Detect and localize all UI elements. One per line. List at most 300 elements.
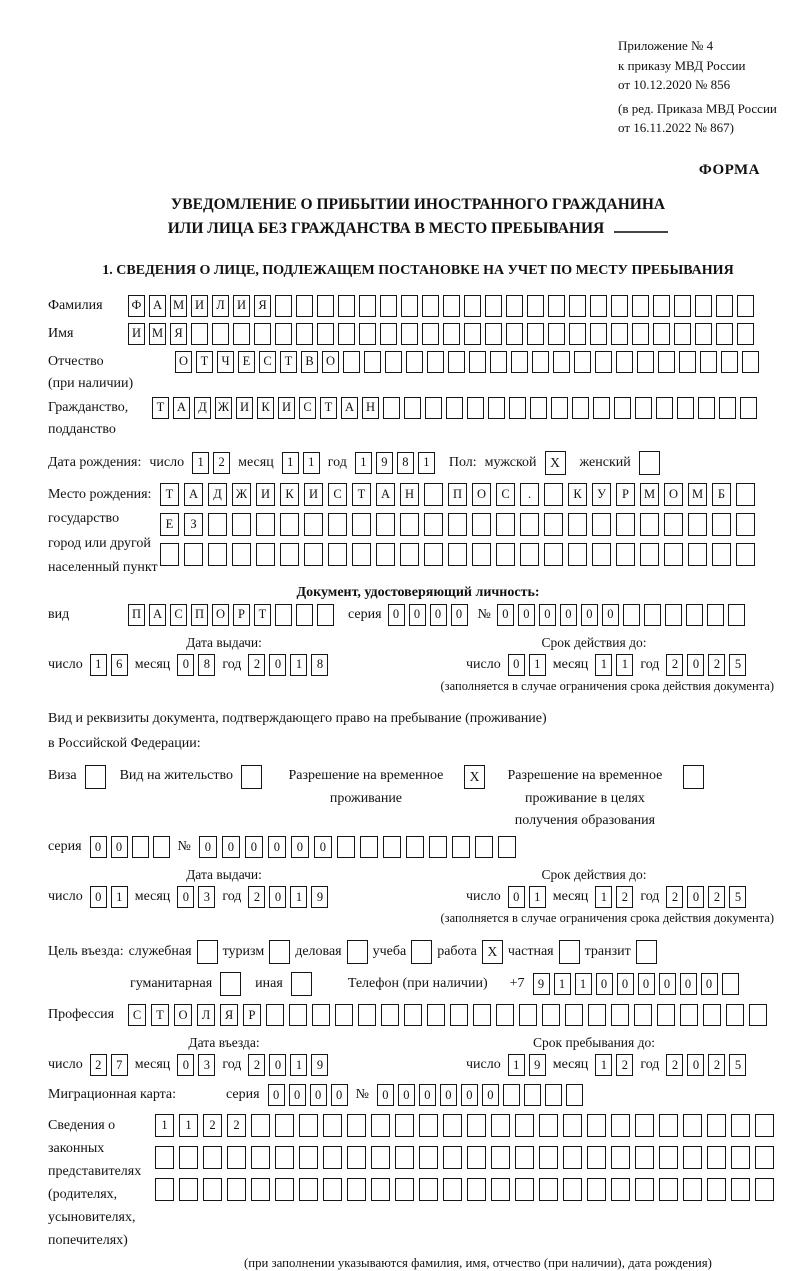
representatives-row2-cell[interactable]: [299, 1146, 318, 1169]
profession-cell[interactable]: [657, 1004, 675, 1026]
purpose-transit-checkbox[interactable]: [636, 940, 657, 964]
representatives-row2-cell[interactable]: [539, 1146, 558, 1169]
representatives-row1-cell[interactable]: [683, 1114, 702, 1137]
birth-place-row1-cell[interactable]: И: [304, 483, 323, 506]
birth-place-row2-cell[interactable]: [400, 513, 419, 536]
surname-cell[interactable]: Л: [212, 295, 229, 317]
surname-cell[interactable]: [338, 295, 355, 317]
surname-cell[interactable]: [695, 295, 712, 317]
profession-cell[interactable]: Я: [220, 1004, 238, 1026]
residence-expiry-year-cell[interactable]: 0: [687, 886, 704, 908]
residence-series-cell[interactable]: 0: [111, 836, 128, 858]
surname-cell[interactable]: [275, 295, 292, 317]
citizenship-cell[interactable]: [467, 397, 484, 419]
representatives-row3-cell[interactable]: [371, 1178, 390, 1201]
profession-cell[interactable]: С: [128, 1004, 146, 1026]
birth-place-row1-cell[interactable]: О: [664, 483, 683, 506]
birth-place-row2-cell[interactable]: [424, 513, 443, 536]
profession-cell[interactable]: [749, 1004, 767, 1026]
profession-cell[interactable]: [611, 1004, 629, 1026]
representatives-row1-cell[interactable]: [491, 1114, 510, 1137]
representatives-row3-cell[interactable]: [419, 1178, 438, 1201]
representatives-row1-cell[interactable]: [587, 1114, 606, 1137]
representatives-row2-cell[interactable]: [755, 1146, 774, 1169]
first-name-cell[interactable]: [611, 323, 628, 345]
profession-cell[interactable]: Р: [243, 1004, 261, 1026]
migration-number-cell[interactable]: [524, 1084, 541, 1106]
birth-place-row2-cell[interactable]: [712, 513, 731, 536]
representatives-row3-cell[interactable]: [443, 1178, 462, 1201]
first-name-cell[interactable]: [632, 323, 649, 345]
patronymic-cell[interactable]: [553, 351, 570, 373]
phone-cell[interactable]: [722, 973, 739, 995]
profession-cell[interactable]: [496, 1004, 514, 1026]
representatives-row2-cell[interactable]: [179, 1146, 198, 1169]
profession-cell[interactable]: [427, 1004, 445, 1026]
migration-number-cell[interactable]: 0: [461, 1084, 478, 1106]
migration-number-cell[interactable]: 0: [398, 1084, 415, 1106]
identity-issue-year-cell[interactable]: 2: [248, 654, 265, 676]
representatives-row2-cell[interactable]: [683, 1146, 702, 1169]
first-name-cell[interactable]: [338, 323, 355, 345]
birth-place-row2-cell[interactable]: [640, 513, 659, 536]
surname-cell[interactable]: [401, 295, 418, 317]
representatives-row3-cell[interactable]: [611, 1178, 630, 1201]
representatives-row2-cell[interactable]: [443, 1146, 462, 1169]
first-name-cell[interactable]: [485, 323, 502, 345]
surname-cell[interactable]: [632, 295, 649, 317]
representatives-row2-cell[interactable]: [347, 1146, 366, 1169]
representatives-row1-cell[interactable]: 2: [227, 1114, 246, 1137]
surname-cell[interactable]: [527, 295, 544, 317]
birth-place-row2-cell[interactable]: [616, 513, 635, 536]
representatives-row3-cell[interactable]: [323, 1178, 342, 1201]
residence-number-cell[interactable]: [429, 836, 447, 858]
birth-place-row2-cell[interactable]: [736, 513, 755, 536]
first-name-cell[interactable]: [737, 323, 754, 345]
purpose-tourism-checkbox[interactable]: [269, 940, 290, 964]
citizenship-cell[interactable]: [383, 397, 400, 419]
citizenship-cell[interactable]: И: [236, 397, 253, 419]
surname-cell[interactable]: [674, 295, 691, 317]
first-name-cell[interactable]: [569, 323, 586, 345]
first-name-cell[interactable]: [401, 323, 418, 345]
representatives-row3-cell[interactable]: [515, 1178, 534, 1201]
surname-cell[interactable]: [464, 295, 481, 317]
residence-issue-year-cell[interactable]: 2: [248, 886, 265, 908]
birth-place-row2-cell[interactable]: [328, 513, 347, 536]
first-name-cell[interactable]: [317, 323, 334, 345]
patronymic-cell[interactable]: [448, 351, 465, 373]
patronymic-cell[interactable]: [700, 351, 717, 373]
identity-type-cell[interactable]: П: [128, 604, 145, 626]
birth-place-row3-cell[interactable]: [424, 543, 443, 566]
first-name-cell[interactable]: М: [149, 323, 166, 345]
identity-number-cell[interactable]: 0: [518, 604, 535, 626]
identity-type-cell[interactable]: [296, 604, 313, 626]
birth-place-row2-cell[interactable]: [592, 513, 611, 536]
surname-cell[interactable]: [317, 295, 334, 317]
birth-place-row3-cell[interactable]: [568, 543, 587, 566]
first-name-cell[interactable]: [590, 323, 607, 345]
residence-issue-month-cell[interactable]: 0: [177, 886, 194, 908]
surname-cell[interactable]: А: [149, 295, 166, 317]
surname-cell[interactable]: [443, 295, 460, 317]
birth-place-row3-cell[interactable]: [472, 543, 491, 566]
birth-place-row3-cell[interactable]: [280, 543, 299, 566]
patronymic-cell[interactable]: Е: [238, 351, 255, 373]
representatives-row3-cell[interactable]: [395, 1178, 414, 1201]
first-name-cell[interactable]: [716, 323, 733, 345]
representatives-row1-cell[interactable]: [347, 1114, 366, 1137]
citizenship-cell[interactable]: [509, 397, 526, 419]
citizenship-cell[interactable]: [530, 397, 547, 419]
representatives-row2-cell[interactable]: [635, 1146, 654, 1169]
representatives-row3-cell[interactable]: [683, 1178, 702, 1201]
visa-checkbox[interactable]: [85, 765, 106, 789]
male-checkbox[interactable]: X: [545, 451, 566, 475]
surname-cell[interactable]: Я: [254, 295, 271, 317]
representatives-row1-cell[interactable]: [563, 1114, 582, 1137]
profession-cell[interactable]: [726, 1004, 744, 1026]
residence-issue-day-cell[interactable]: 1: [111, 886, 128, 908]
citizenship-cell[interactable]: К: [257, 397, 274, 419]
citizenship-cell[interactable]: [446, 397, 463, 419]
birth-place-row3-cell[interactable]: [376, 543, 395, 566]
first-name-cell[interactable]: [275, 323, 292, 345]
identity-type-cell[interactable]: А: [149, 604, 166, 626]
identity-number-cell[interactable]: [728, 604, 745, 626]
birth-month-cell[interactable]: 1: [282, 452, 299, 474]
first-name-cell[interactable]: [527, 323, 544, 345]
representatives-row1-cell[interactable]: [275, 1114, 294, 1137]
citizenship-cell[interactable]: Т: [152, 397, 169, 419]
representatives-row2-cell[interactable]: [203, 1146, 222, 1169]
purpose-study-checkbox[interactable]: [411, 940, 432, 964]
birth-place-row1-cell[interactable]: Д: [208, 483, 227, 506]
first-name-cell[interactable]: [464, 323, 481, 345]
migration-series-cell[interactable]: 0: [289, 1084, 306, 1106]
representatives-row2-cell[interactable]: [491, 1146, 510, 1169]
representatives-row3-cell[interactable]: [467, 1178, 486, 1201]
purpose-business-checkbox[interactable]: [347, 940, 368, 964]
patronymic-cell[interactable]: [364, 351, 381, 373]
surname-cell[interactable]: [380, 295, 397, 317]
birth-place-row2-cell[interactable]: [544, 513, 563, 536]
representatives-row1-cell[interactable]: 1: [155, 1114, 174, 1137]
representatives-row1-cell[interactable]: [731, 1114, 750, 1137]
residence-number-cell[interactable]: 0: [291, 836, 309, 858]
citizenship-cell[interactable]: [404, 397, 421, 419]
entry-day-cell[interactable]: 2: [90, 1054, 107, 1076]
residence-permit-checkbox[interactable]: [241, 765, 262, 789]
birth-place-row1-cell[interactable]: Р: [616, 483, 635, 506]
representatives-row2-cell[interactable]: [659, 1146, 678, 1169]
profession-cell[interactable]: О: [174, 1004, 192, 1026]
identity-number-cell[interactable]: [665, 604, 682, 626]
temp-residence-checkbox[interactable]: X: [464, 765, 485, 789]
first-name-cell[interactable]: Я: [170, 323, 187, 345]
representatives-row1-cell[interactable]: [635, 1114, 654, 1137]
birth-place-row3-cell[interactable]: [544, 543, 563, 566]
first-name-cell[interactable]: [212, 323, 229, 345]
phone-cell[interactable]: 1: [575, 973, 592, 995]
birth-day-cell[interactable]: 1: [192, 452, 209, 474]
citizenship-cell[interactable]: [656, 397, 673, 419]
stay-month-cell[interactable]: 2: [616, 1054, 633, 1076]
patronymic-cell[interactable]: О: [322, 351, 339, 373]
purpose-other-checkbox[interactable]: [291, 972, 312, 996]
identity-issue-day-cell[interactable]: 6: [111, 654, 128, 676]
representatives-row1-cell[interactable]: 1: [179, 1114, 198, 1137]
birth-place-row2-cell[interactable]: [520, 513, 539, 536]
stay-year-cell[interactable]: 5: [729, 1054, 746, 1076]
profession-cell[interactable]: [381, 1004, 399, 1026]
patronymic-cell[interactable]: С: [259, 351, 276, 373]
phone-cell[interactable]: 0: [701, 973, 718, 995]
citizenship-cell[interactable]: И: [278, 397, 295, 419]
birth-place-row1-cell[interactable]: Т: [352, 483, 371, 506]
birth-place-row3-cell[interactable]: [520, 543, 539, 566]
identity-expiry-day-cell[interactable]: 0: [508, 654, 525, 676]
patronymic-cell[interactable]: [721, 351, 738, 373]
representatives-row3-cell[interactable]: [755, 1178, 774, 1201]
representatives-row1-cell[interactable]: [419, 1114, 438, 1137]
identity-expiry-year-cell[interactable]: 0: [687, 654, 704, 676]
phone-cell[interactable]: 0: [596, 973, 613, 995]
first-name-cell[interactable]: [695, 323, 712, 345]
first-name-cell[interactable]: [380, 323, 397, 345]
patronymic-cell[interactable]: [406, 351, 423, 373]
surname-cell[interactable]: [422, 295, 439, 317]
identity-issue-year-cell[interactable]: 1: [290, 654, 307, 676]
identity-issue-year-cell[interactable]: 0: [269, 654, 286, 676]
patronymic-cell[interactable]: [574, 351, 591, 373]
birth-place-row1-cell[interactable]: А: [376, 483, 395, 506]
birth-place-row3-cell[interactable]: [712, 543, 731, 566]
identity-number-cell[interactable]: [644, 604, 661, 626]
birth-place-row3-cell[interactable]: [496, 543, 515, 566]
surname-cell[interactable]: [716, 295, 733, 317]
residence-issue-year-cell[interactable]: 9: [311, 886, 328, 908]
surname-cell[interactable]: [611, 295, 628, 317]
representatives-row3-cell[interactable]: [635, 1178, 654, 1201]
birth-year-cell[interactable]: 1: [418, 452, 435, 474]
identity-series-cell[interactable]: 0: [451, 604, 468, 626]
birth-place-row3-cell[interactable]: [616, 543, 635, 566]
patronymic-cell[interactable]: [658, 351, 675, 373]
patronymic-cell[interactable]: [679, 351, 696, 373]
patronymic-cell[interactable]: Т: [280, 351, 297, 373]
representatives-row1-cell[interactable]: [539, 1114, 558, 1137]
birth-place-row1-cell[interactable]: [544, 483, 563, 506]
birth-place-row1-cell[interactable]: [424, 483, 443, 506]
identity-type-cell[interactable]: [317, 604, 334, 626]
profession-cell[interactable]: Л: [197, 1004, 215, 1026]
representatives-row1-cell[interactable]: [371, 1114, 390, 1137]
stay-day-cell[interactable]: 1: [508, 1054, 525, 1076]
identity-type-cell[interactable]: Т: [254, 604, 271, 626]
birth-place-row3-cell[interactable]: [208, 543, 227, 566]
birth-place-row2-cell[interactable]: [664, 513, 683, 536]
residence-number-cell[interactable]: [475, 836, 493, 858]
representatives-row1-cell[interactable]: [467, 1114, 486, 1137]
birth-place-row1-cell[interactable]: П: [448, 483, 467, 506]
residence-series-cell[interactable]: [132, 836, 149, 858]
first-name-cell[interactable]: [506, 323, 523, 345]
representatives-row3-cell[interactable]: [299, 1178, 318, 1201]
citizenship-cell[interactable]: [551, 397, 568, 419]
birth-place-row1-cell[interactable]: К: [568, 483, 587, 506]
first-name-cell[interactable]: [191, 323, 208, 345]
residence-number-cell[interactable]: 0: [268, 836, 286, 858]
identity-issue-day-cell[interactable]: 1: [90, 654, 107, 676]
birth-place-row1-cell[interactable]: А: [184, 483, 203, 506]
residence-issue-month-cell[interactable]: 3: [198, 886, 215, 908]
birth-place-row3-cell[interactable]: [664, 543, 683, 566]
representatives-row2-cell[interactable]: [419, 1146, 438, 1169]
residence-series-cell[interactable]: [153, 836, 170, 858]
representatives-row3-cell[interactable]: [227, 1178, 246, 1201]
patronymic-cell[interactable]: [427, 351, 444, 373]
entry-year-cell[interactable]: 0: [269, 1054, 286, 1076]
representatives-row3-cell[interactable]: [347, 1178, 366, 1201]
first-name-cell[interactable]: [653, 323, 670, 345]
entry-month-cell[interactable]: 3: [198, 1054, 215, 1076]
residence-issue-year-cell[interactable]: 1: [290, 886, 307, 908]
citizenship-cell[interactable]: [572, 397, 589, 419]
representatives-row2-cell[interactable]: [323, 1146, 342, 1169]
representatives-row1-cell[interactable]: [755, 1114, 774, 1137]
migration-number-cell[interactable]: [503, 1084, 520, 1106]
representatives-row3-cell[interactable]: [203, 1178, 222, 1201]
stay-year-cell[interactable]: 2: [666, 1054, 683, 1076]
entry-day-cell[interactable]: 7: [111, 1054, 128, 1076]
birth-place-row2-cell[interactable]: [280, 513, 299, 536]
profession-cell[interactable]: [680, 1004, 698, 1026]
purpose-work-checkbox[interactable]: X: [482, 940, 503, 964]
residence-expiry-year-cell[interactable]: 2: [708, 886, 725, 908]
birth-place-row2-cell[interactable]: [472, 513, 491, 536]
birth-day-cell[interactable]: 2: [213, 452, 230, 474]
patronymic-cell[interactable]: [511, 351, 528, 373]
patronymic-cell[interactable]: [490, 351, 507, 373]
purpose-official-checkbox[interactable]: [197, 940, 218, 964]
surname-cell[interactable]: М: [170, 295, 187, 317]
surname-cell[interactable]: [569, 295, 586, 317]
citizenship-cell[interactable]: Д: [194, 397, 211, 419]
representatives-row3-cell[interactable]: [659, 1178, 678, 1201]
birth-place-row2-cell[interactable]: [448, 513, 467, 536]
female-checkbox[interactable]: [639, 451, 660, 475]
migration-series-cell[interactable]: 0: [310, 1084, 327, 1106]
representatives-row1-cell[interactable]: [251, 1114, 270, 1137]
representatives-row1-cell[interactable]: [323, 1114, 342, 1137]
birth-place-row2-cell[interactable]: [376, 513, 395, 536]
patronymic-cell[interactable]: В: [301, 351, 318, 373]
representatives-row2-cell[interactable]: [275, 1146, 294, 1169]
residence-expiry-day-cell[interactable]: 0: [508, 886, 525, 908]
residence-expiry-month-cell[interactable]: 2: [616, 886, 633, 908]
stay-day-cell[interactable]: 9: [529, 1054, 546, 1076]
citizenship-cell[interactable]: [593, 397, 610, 419]
profession-cell[interactable]: [588, 1004, 606, 1026]
migration-number-cell[interactable]: [566, 1084, 583, 1106]
profession-cell[interactable]: [404, 1004, 422, 1026]
residence-number-cell[interactable]: 0: [199, 836, 217, 858]
representatives-row1-cell[interactable]: [707, 1114, 726, 1137]
birth-place-row2-cell[interactable]: [568, 513, 587, 536]
residence-expiry-month-cell[interactable]: 1: [595, 886, 612, 908]
patronymic-cell[interactable]: [532, 351, 549, 373]
representatives-row2-cell[interactable]: [371, 1146, 390, 1169]
profession-cell[interactable]: [450, 1004, 468, 1026]
birth-place-row3-cell[interactable]: [184, 543, 203, 566]
identity-type-cell[interactable]: С: [170, 604, 187, 626]
migration-number-cell[interactable]: 0: [419, 1084, 436, 1106]
representatives-row1-cell[interactable]: 2: [203, 1114, 222, 1137]
residence-number-cell[interactable]: [337, 836, 355, 858]
representatives-row2-cell[interactable]: [467, 1146, 486, 1169]
representatives-row2-cell[interactable]: [563, 1146, 582, 1169]
birth-place-row2-cell[interactable]: [496, 513, 515, 536]
identity-expiry-year-cell[interactable]: 2: [666, 654, 683, 676]
birth-place-row3-cell[interactable]: [688, 543, 707, 566]
surname-cell[interactable]: [296, 295, 313, 317]
identity-number-cell[interactable]: 0: [539, 604, 556, 626]
identity-number-cell[interactable]: [623, 604, 640, 626]
representatives-row2-cell[interactable]: [395, 1146, 414, 1169]
stay-month-cell[interactable]: 1: [595, 1054, 612, 1076]
citizenship-cell[interactable]: [635, 397, 652, 419]
first-name-cell[interactable]: [422, 323, 439, 345]
representatives-row1-cell[interactable]: [443, 1114, 462, 1137]
birth-place-row1-cell[interactable]: Ж: [232, 483, 251, 506]
citizenship-cell[interactable]: [698, 397, 715, 419]
stay-year-cell[interactable]: 0: [687, 1054, 704, 1076]
birth-place-row2-cell[interactable]: З: [184, 513, 203, 536]
surname-cell[interactable]: [590, 295, 607, 317]
identity-issue-month-cell[interactable]: 8: [198, 654, 215, 676]
phone-cell[interactable]: 0: [680, 973, 697, 995]
birth-year-cell[interactable]: 9: [376, 452, 393, 474]
representatives-row1-cell[interactable]: [659, 1114, 678, 1137]
profession-cell[interactable]: [289, 1004, 307, 1026]
first-name-cell[interactable]: [359, 323, 376, 345]
entry-year-cell[interactable]: 1: [290, 1054, 307, 1076]
citizenship-cell[interactable]: А: [173, 397, 190, 419]
profession-cell[interactable]: [542, 1004, 560, 1026]
birth-place-row1-cell[interactable]: Б: [712, 483, 731, 506]
residence-number-cell[interactable]: 0: [222, 836, 240, 858]
citizenship-cell[interactable]: [425, 397, 442, 419]
surname-cell[interactable]: Ф: [128, 295, 145, 317]
residence-issue-year-cell[interactable]: 0: [269, 886, 286, 908]
residence-number-cell[interactable]: [360, 836, 378, 858]
phone-cell[interactable]: 1: [554, 973, 571, 995]
phone-cell[interactable]: 0: [638, 973, 655, 995]
birth-place-row3-cell[interactable]: [736, 543, 755, 566]
birth-place-row1-cell[interactable]: К: [280, 483, 299, 506]
surname-cell[interactable]: [485, 295, 502, 317]
birth-place-row1-cell[interactable]: У: [592, 483, 611, 506]
identity-number-cell[interactable]: 0: [560, 604, 577, 626]
birth-month-cell[interactable]: 1: [303, 452, 320, 474]
representatives-row3-cell[interactable]: [587, 1178, 606, 1201]
birth-place-row3-cell[interactable]: [160, 543, 179, 566]
patronymic-cell[interactable]: [637, 351, 654, 373]
representatives-row1-cell[interactable]: [515, 1114, 534, 1137]
